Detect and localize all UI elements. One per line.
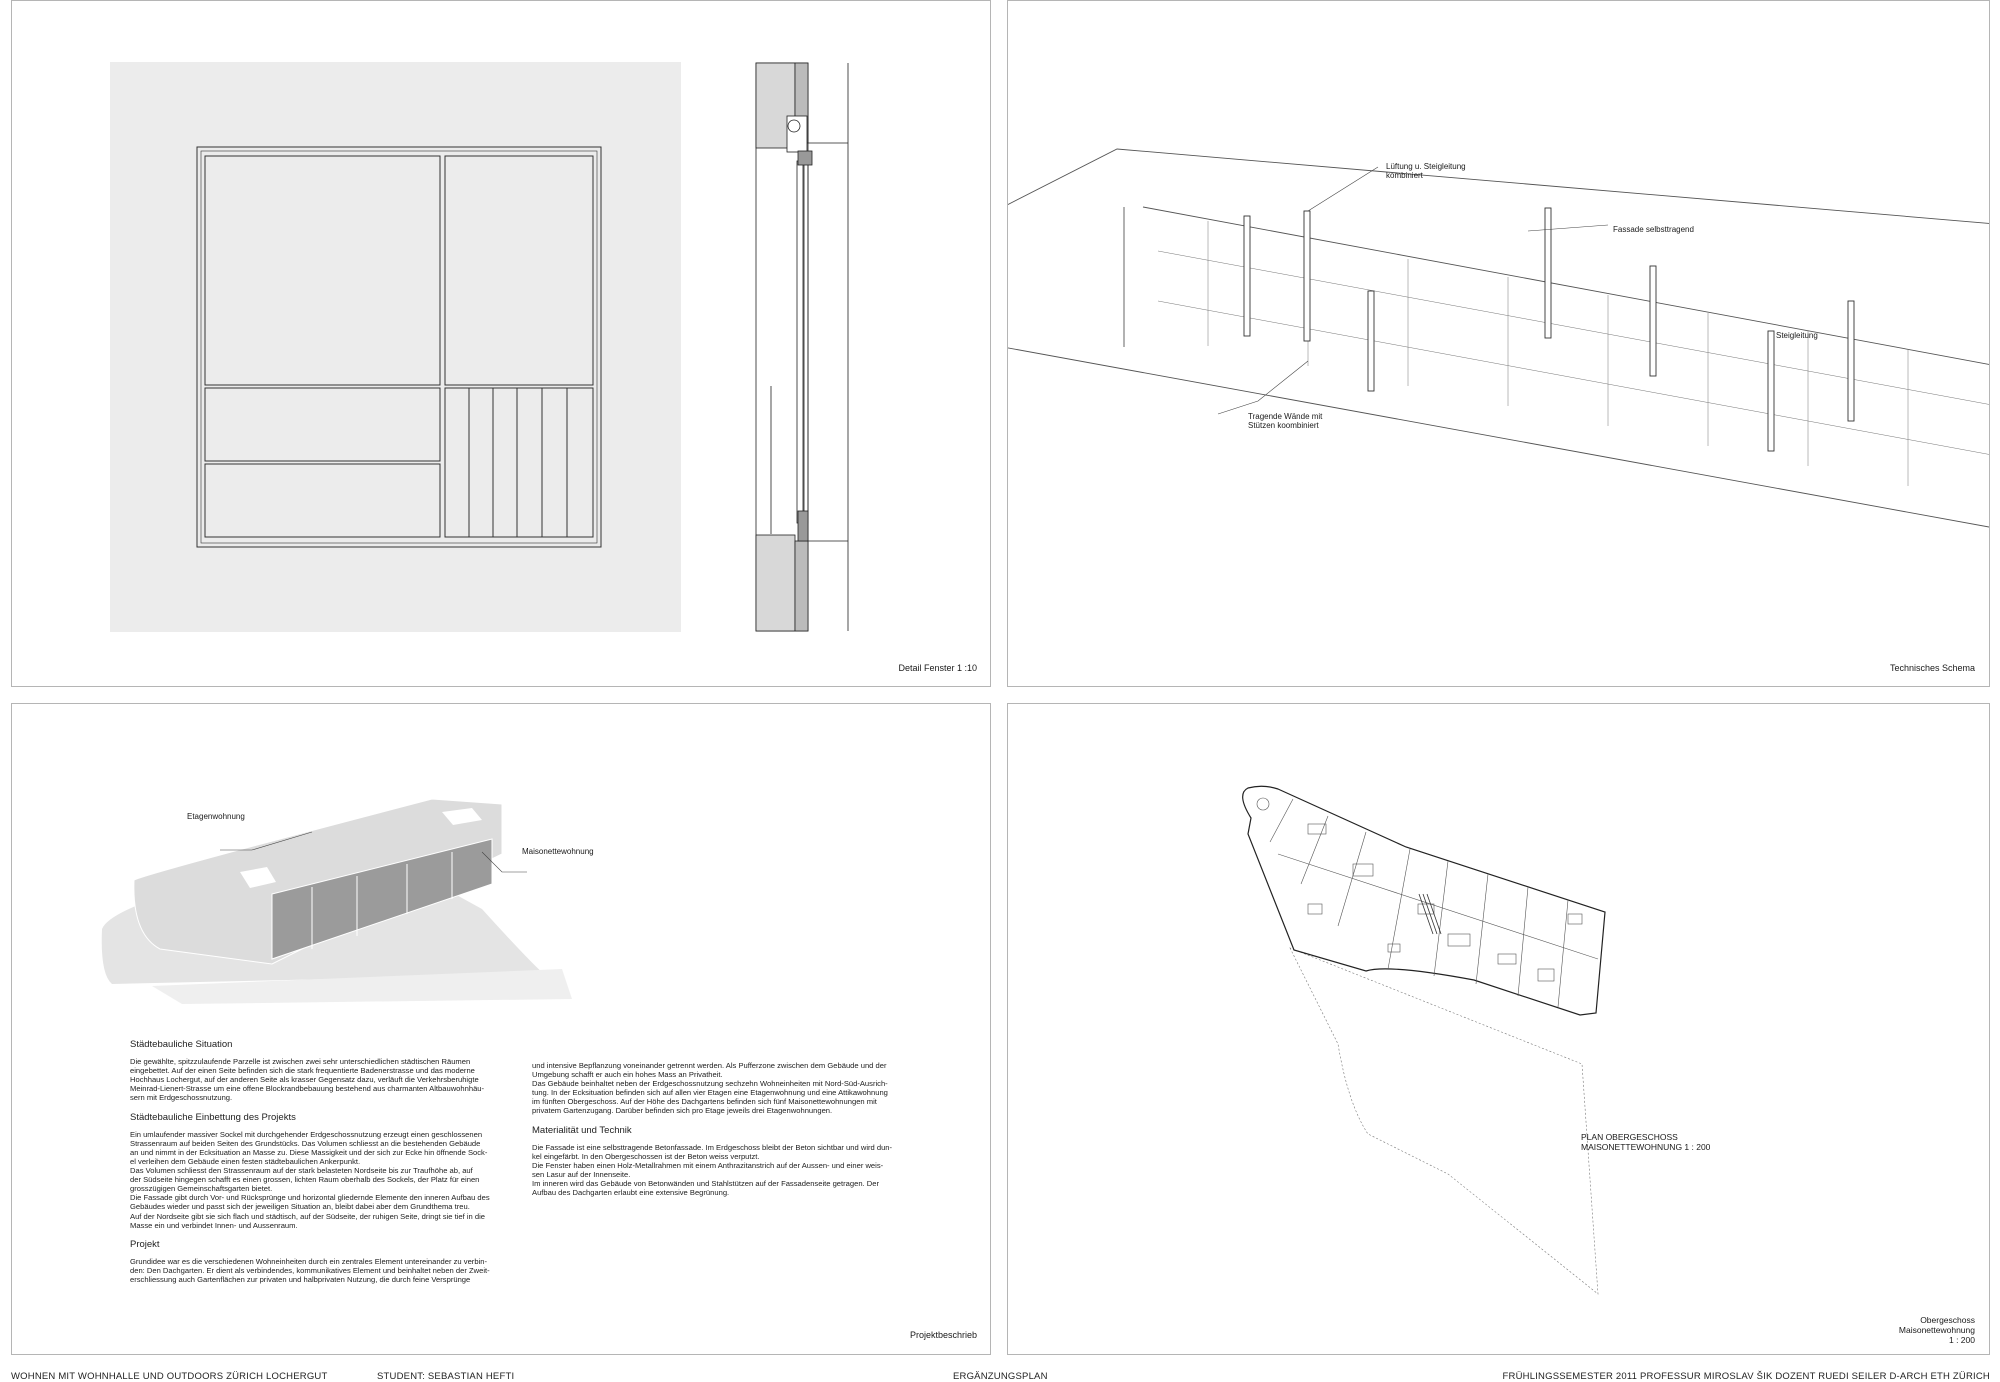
label-facade: Fassade selbsttragend — [1613, 225, 1694, 234]
floor-plan-title: PLAN OBERGESCHOSS MAISONETTEWOHNUNG 1 : 200 — [1581, 1132, 1711, 1152]
panel-caption: Projektbeschrieb — [909, 1330, 977, 1340]
heading-project: Projekt — [130, 1238, 160, 1250]
panel-floor-plan — [1007, 703, 1990, 1355]
window-detail-drawing — [12, 1, 991, 687]
label-maisonette: Maisonettewohnung — [522, 847, 594, 856]
body-project: Grundidee war es die verschiedenen Wohneinheiten durch ein zentrales Element untereinander zu verbin- den: Den Dachgarten. Er dient als verbindendes, kommunikatives Element und beinhaltet neben der Zweit- erschliessung auch Gartenflächen zur privaten und halbprivaten Nutzung, die durch feine Versprünge — [130, 1256, 490, 1284]
panel-caption: Obergeschoss Maisonettewohnung 1 : 200 — [1898, 1315, 1975, 1345]
footer-sheet-type: ERGÄNZUNGSPLAN — [953, 1371, 1048, 1382]
panel-caption: Detail Fenster 1 :10 — [898, 663, 977, 673]
text-column-left — [130, 1040, 540, 1294]
panel-project-description — [11, 703, 991, 1355]
label-bearing-walls: Tragende Wände mit Stützen koombiniert — [1248, 412, 1323, 430]
panel-technical-schema — [1007, 0, 1990, 687]
label-floor-apartment: Etagenwohnung — [187, 812, 245, 821]
heading-materiality: Materialität und Technik — [532, 1124, 632, 1136]
body-project-continued: und intensive Bepflanzung voneinander getrennt werden. Als Pufferzone zwischen dem Gebäude und der Umgebung schafft er auch ein hohes Mass an Privatheit. Das Gebäude beinhaltet neben der Erdgeschossnutzung sechzehn Wohneinheiten mit Nord-Süd-Ausrich- tung. In der Ecksituation befinden sich auf allen vier Etagen eine Etagenwohnung und eine Attikawohnung im fünften Obergeschoss. Auf der Höhe des Dachgartens befinden sich fünf Maisonettewohnungen mit privatem Gartenzugang. Darüber befinden sich pro Etage jeweils drei Etagenwohnungen. — [532, 1061, 888, 1116]
body-urban-integration: Ein umlaufender massiver Sockel mit durchgehender Erdgeschossnutzung erzeugt einen geschlossenen Strassenraum auf beiden Seiten des Grundstücks. Das Volumen schliesst an die bestehenden Gebäude an und nimmt in der Ecksituation an Masse zu. Diese Massigkeit und der sich zur Ecke hin öffnende Sock- el verleihen dem Gebäude einen festen städtebaulichen Ankerpunkt. Das Volumen schliesst den Strassenraum auf der stark belasteten Nordseite bis zur Traufhöhe ab, auf der Südseite hingegen schafft es einen grossen, lichten Raum oberhalb des Sockels, der Platz für einen grosszügigen Gemeinschaftsgarten bietet. Die Fassade gibt durch Vor- und Rücksprünge und horizontal gliedernde Elemente den inneren Aufbau des Gebäudes wieder und passt sich der jeweiligen Situation an, bleibt dabei aber dem Grundthema treu. Auf der Nordseite gibt sie sich flach und städtisch, auf der Südseite, der ruhigen Seite, dringt sie tief in die Masse ein und verbindet Innen- und Aussenraum. — [130, 1129, 490, 1230]
massing-model-drawing — [12, 704, 991, 1004]
body-materiality: Die Fassade ist eine selbsttragende Betonfassade. Im Erdgeschoss bleibt der Beton sichtbar und wird dun- kel eingefärbt. In den Obergeschossen ist der Beton weiss verputzt. Die Fenster haben einen Holz-Metallrahmen mit einem Anthrazitanstrich auf der Aussen- und einer weis- sen Lasur auf der Innenseite. Im inneren wird das Gebäude von Betonwänden und Stahlstützen auf der Fassadenseite getragen. Der Aufbau des Dachgarten erlaubt eine extensive Begrünung. — [532, 1142, 893, 1198]
body-urban-situation: Die gewählte, spitzzulaufende Parzelle ist zwischen zwei sehr unterschiedlichen städtischen Räumen eingebettet. Auf der einen Seite befinden sich die stark frequentierte Badenerstrasse und das moderne Hochhaus Lochergut, auf der anderen Seite als krasser Gegensatz dazu, verläuft die Verkehrsberuhigte Meinrad-Lienert-Strasse um eine offene Blockrandbebauung bestehend aus charmanten Altbauwohnhäu- sern mit Erdgeschossnutzung. — [130, 1057, 485, 1103]
heading-urban-situation: Städtebauliche Situation — [130, 1039, 233, 1050]
label-riser: Steigleitung — [1776, 331, 1818, 340]
floor-plan-drawing — [1008, 704, 1990, 1355]
heading-urban-integration: Städtebauliche Einbettung des Projekts — [130, 1111, 296, 1123]
panel-caption: Technisches Schema — [1889, 663, 1975, 673]
label-ventilation: Lüftung u. Steigleitung kombiniert — [1386, 162, 1466, 180]
footer-course-info: FRÜHLINGSSEMESTER 2011 PROFESSUR MIROSLAV ŠIK DOZENT RUEDI SEILER D-ARCH ETH ZÜRICH — [1502, 1371, 1990, 1382]
text-column-right — [532, 1061, 942, 1207]
footer-student: STUDENT: SEBASTIAN HEFTI — [377, 1371, 515, 1382]
technical-schema-drawing — [1008, 1, 1990, 687]
panel-window-detail — [11, 0, 991, 687]
footer-project-title: WOHNEN MIT WOHNHALLE UND OUTDOORS ZÜRICH LOCHERGUT — [11, 1371, 328, 1382]
